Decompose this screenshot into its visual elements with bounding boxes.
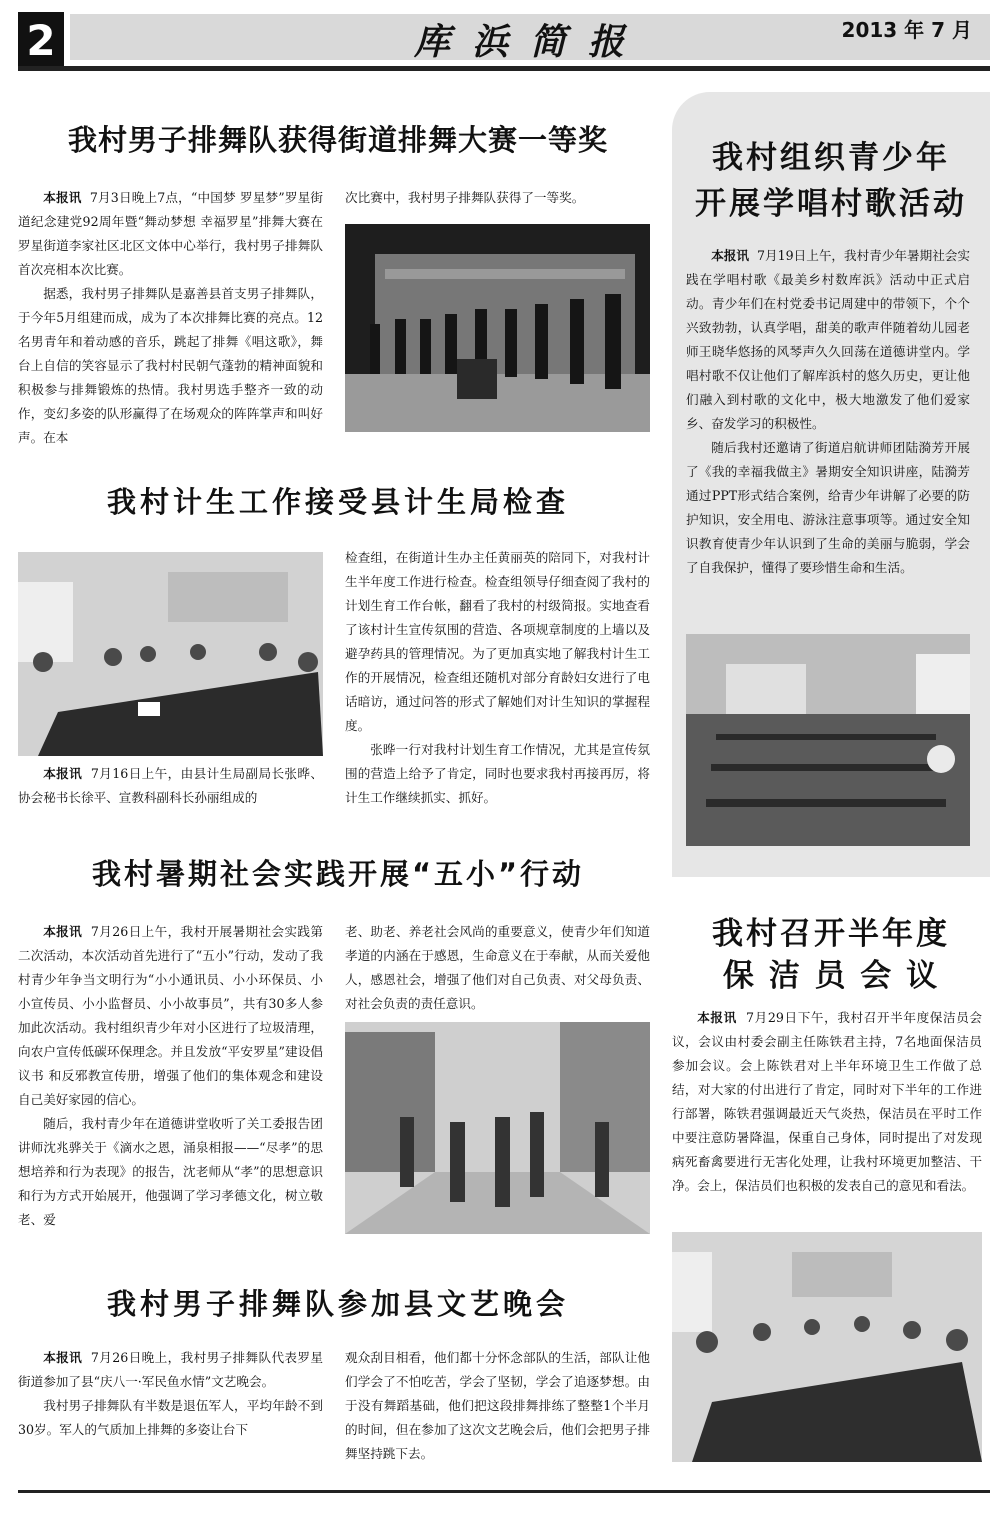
article5-title-line1: 我村组织青少年	[712, 140, 950, 176]
article2-column1	[18, 762, 323, 810]
page-number: 2	[18, 12, 64, 70]
article1-lead: 本报讯	[43, 190, 82, 205]
footer-rule	[18, 1490, 990, 1493]
article6-lead: 本报讯	[697, 1010, 737, 1025]
article1-column2	[345, 186, 650, 210]
article4-column2	[345, 1346, 650, 1466]
article1-paragraph1: 7月3日晚上7点，“中国梦 罗星梦”罗星街道纪念建党92周年暨“舞动梦想 幸福罗星”排舞大赛在罗星街道李家社区北区文体中心举行，我村男子排舞队首次亮相本次比赛。	[18, 190, 324, 277]
article4-paragraph1: 7月26日晚上，我村男子排舞队代表罗星街道参加了县“庆八一·军民鱼水情”文艺晚会。	[18, 1350, 323, 1389]
article2-paragraph1: 7月16日上午，由县计生局副局长张晔、协会秘书长徐平、宣教科副科长孙丽组成的	[18, 766, 323, 805]
article5-lead: 本报讯	[711, 248, 749, 263]
article3-lead: 本报讯	[43, 924, 83, 939]
article6-title-line1: 我村召开半年度	[712, 916, 950, 952]
article3-paragraph1: 7月26日上午，我村开展暑期社会实践第二次活动，本次活动首先进行了“五小”行动，发动了我村青少年争当文明行为“小小通讯员、小小环保员、小小宣传员、小小监督员、小小故事员”，共有30多人参加此次活动。我村组织青少年对小区进行了垃圾清理，向农户宣传低碳环保理念。并且发放“平安罗星”建设倡议书 和反邪教宣传册，增强了他们的集体观念和建设自己美好家园的信心。	[18, 924, 323, 1107]
issue-date: 2013 年 7 月	[841, 18, 972, 42]
article2-paragraph3: 张晔一行对我村计划生育工作情况，尤其是宣传氛围的营造上给予了肯定，同时也要求我村再接再厉，将计生工作继续抓实、抓好。	[345, 742, 650, 805]
article6-body	[672, 1006, 982, 1198]
article3-column1	[18, 920, 323, 1232]
article1-paragraph2: 据悉，我村男子排舞队是嘉善县首支男子排舞队，于今年5月组建而成，成为了本次排舞比赛的亮点。12名男青年和着动感的音乐，跳起了排舞《唱这歌》，舞台上自信的笑容显示了我村村民朝气蓬勃的精神面貌和积极参与排舞锻炼的热情。我村男选手整齐一致的动作，变幻多姿的队形赢得了在场观众的阵阵掌声和叫好声。在本	[18, 286, 323, 445]
article5-title-line2: 开展学唱村歌活动	[695, 186, 967, 222]
article3-title: 我村暑期社会实践开展“五小”行动	[91, 857, 585, 891]
newsletter-title: 库浜简报	[413, 21, 646, 63]
masthead	[70, 14, 990, 63]
article5-body	[686, 244, 970, 580]
article5-paragraph2: 随后我村还邀请了街道启航讲师团陆漪芳开展了《我的幸福我做主》暑期安全知识讲座，陆漪芳通过PPT形式结合案例，给青少年讲解了必要的防护知识，安全用电、游泳注意事项等。通过安全知识教育使青少年认识到了生命的美丽与脆弱，学会了自我保护，懂得了要珍惜生命和生活。	[686, 440, 970, 575]
article2-title: 我村计生工作接受县计生局检查	[106, 485, 569, 519]
article6-paragraph1: 7月29日下午，我村召开半年度保洁员会议，会议由村委会副主任陈铁君主持，7名地面保洁员参加会议。会上陈铁君对上半年环境卫生工作做了总结，对大家的付出进行了肯定，同时对下半年的工作进行部署，陈铁君强调最近天气炎热，保洁员在平时工作中要注意防暑降温，保重自己身体，同时提出了对发现病死畜禽要进行无害化处理，让我村环境更加整洁、干净。会上，保洁员们也积极的发表自己的意见和看法。	[672, 1010, 982, 1193]
article1-paragraph3: 次比赛中，我村男子排舞队获得了一等奖。	[345, 190, 585, 205]
article3-paragraph2: 随后，我村青少年在道德讲堂收听了关工委报告团讲师沈兆骅关于《滴水之恩，涌泉相报——“尽孝”的思想培养和行为表现》的报告，沈老师从“孝”的思想意识和行为方式开始展开，他强调了学习孝德文化，树立敬老、爱	[18, 1116, 323, 1227]
article1-title: 我村男子排舞队获得街道排舞大赛一等奖	[67, 123, 608, 157]
lecture-hall-photo	[686, 634, 970, 846]
article4-paragraph3: 观众刮目相看，他们都十分怀念部队的生活，部队让他们学会了不怕吃苦，学会了坚韧，学会了追逐梦想。由于没有舞蹈基础，他们把这段排舞排练了整整1个半月的时间，但在参加了这次文艺晚会后，他们会把男子排舞坚持跳下去。	[345, 1350, 650, 1461]
header-rule	[18, 66, 990, 71]
article6-title-line2: 保 洁 员 会 议	[722, 958, 940, 994]
youth-street-photo	[345, 1022, 650, 1234]
article2-lead: 本报讯	[43, 766, 83, 781]
article3-paragraph3: 老、助老、养老社会风尚的重要意义，使青少年们知道孝道的内涵在于感恩，生命意义在于奉献，从而关爱他人，感恩社会，增强了他们对自己负责、对父母负责、对社会负责的责任意识。	[345, 924, 650, 1011]
article2-column2	[345, 546, 650, 810]
article4-paragraph2: 我村男子排舞队有半数是退伍军人，平均年龄不到30岁。军人的气质加上排舞的多姿让台下	[18, 1398, 323, 1437]
article2-paragraph2: 检查组，在街道计生办主任黄丽英的陪同下，对我村计生半年度工作进行检查。检查组领导仔细查阅了我村的计划生育工作台帐，翻看了我村的村级简报。实地查看了该村计生宣传氛围的营造、各项规章制度的上墙以及避孕药具的管理情况。为了更加真实地了解我村计生工作的开展情况，检查组还随机对部分育龄妇女进行了电话暗访，通过问答的形式了解她们对计生知识的掌握程度。	[345, 550, 650, 733]
article4-lead: 本报讯	[43, 1350, 83, 1365]
article4-column1	[18, 1346, 323, 1442]
article4-title: 我村男子排舞队参加县文艺晚会	[106, 1287, 569, 1321]
cleaners-meeting-photo	[672, 1232, 982, 1462]
article5-paragraph1: 7月19日上午，我村青少年暑期社会实践在学唱村歌《最美乡村数库浜》活动中正式启动。青少年们在村党委书记周建中的带领下，个个兴致勃勃，认真学唱，甜美的歌声伴随着幼儿园老师王晓华悠扬的风琴声久久回荡在道德讲堂内。学唱村歌不仅让他们了解库浜村的悠久历史，更让他们融入到村歌的文化中，极大地激发了他们爱家乡、奋发学习的积极性。	[686, 248, 970, 431]
dance-competition-photo	[345, 224, 650, 432]
inspection-meeting-photo	[18, 552, 323, 756]
article3-column2	[345, 920, 650, 1016]
article1-column1	[18, 186, 323, 450]
